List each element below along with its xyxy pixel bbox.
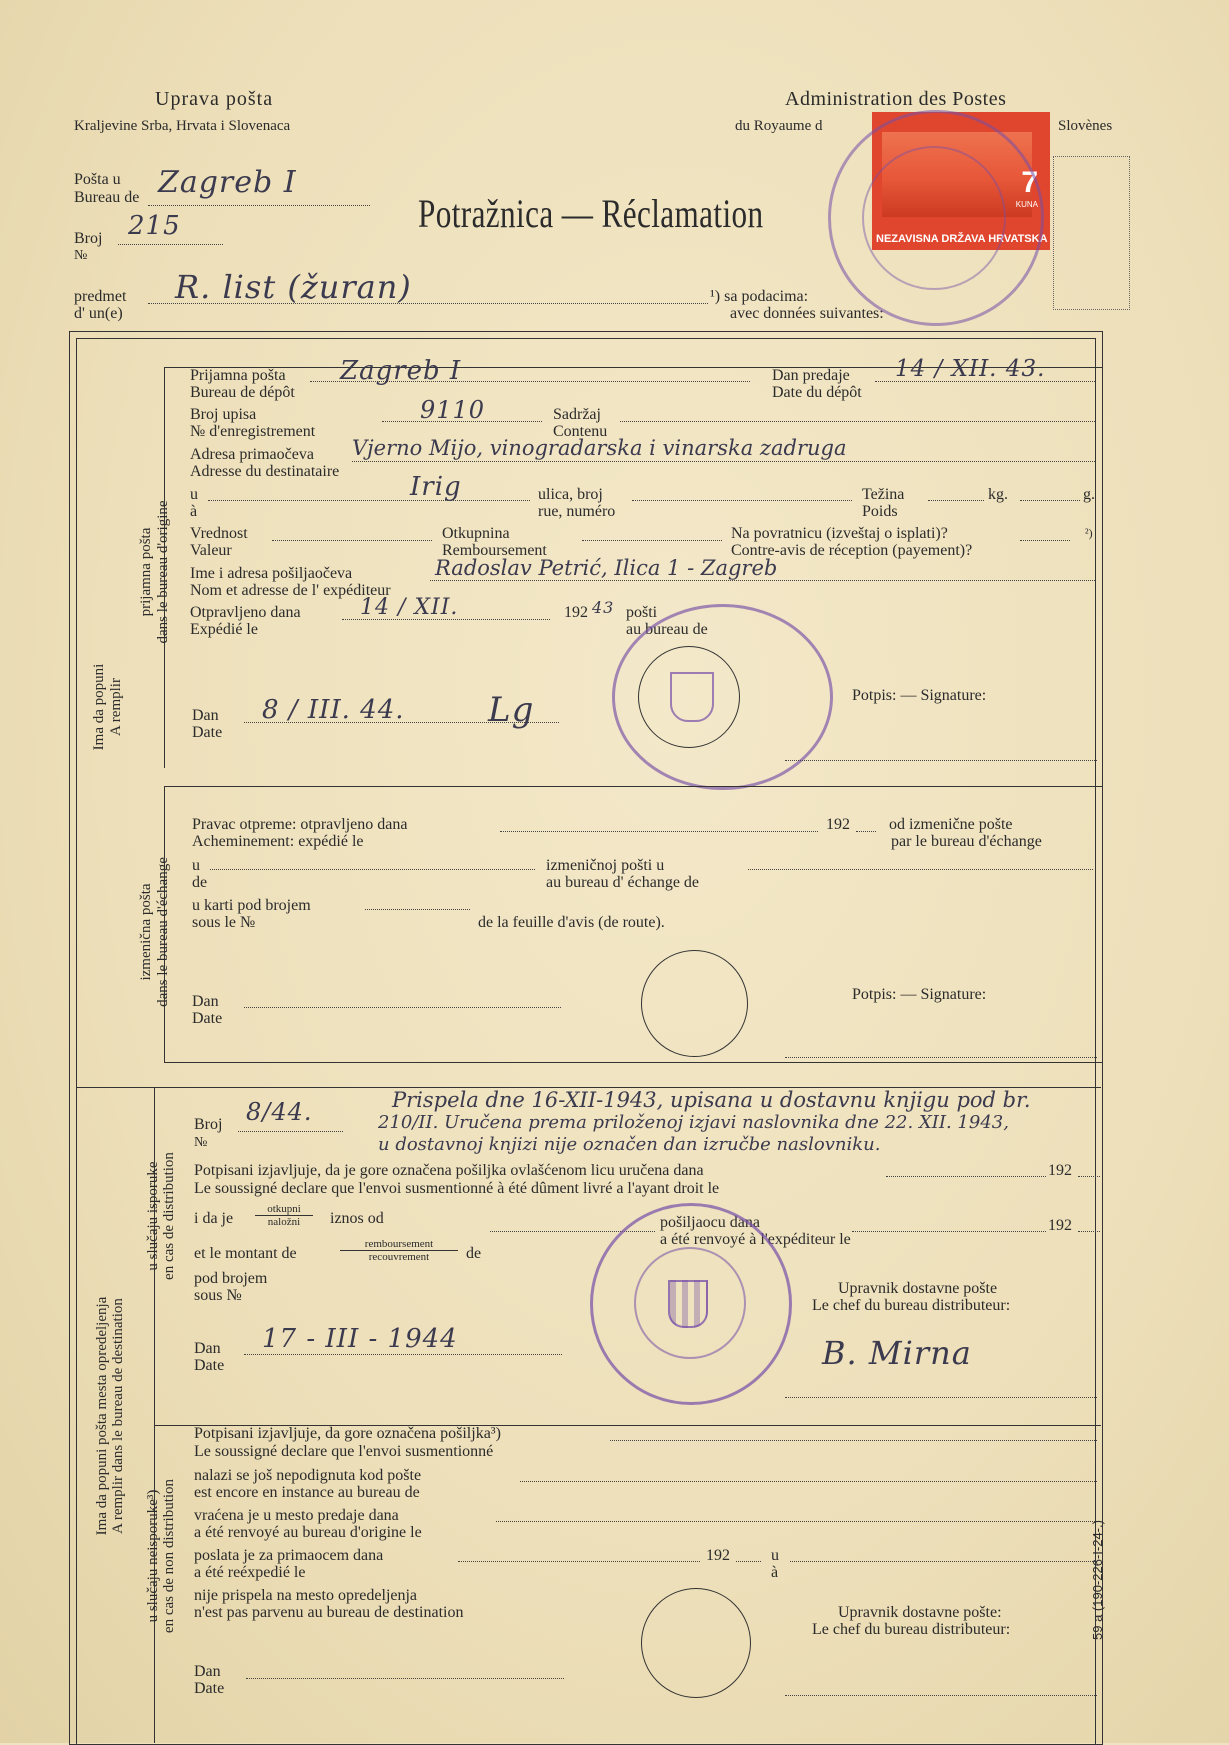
label-soussigne-3: Le soussigné declare que l'envoi susmentionné à été dûment livré a l'ayant droit le <box>194 1180 720 1197</box>
label-feuille: de la feuille d'avis (de route). <box>478 914 665 931</box>
label-pod-brojem: pod brojem <box>194 1270 268 1287</box>
hw-note-2: 210/II. Uručena prema priloženoj izjavi naslovnika dne 22. XII. 1943, <box>378 1112 1009 1133</box>
field-year-2 <box>856 831 876 832</box>
label-broj: Broj <box>74 230 103 247</box>
label-chef-3: Le chef du bureau distributeur: <box>812 1297 1011 1314</box>
field-vracena <box>496 1521 1097 1522</box>
section1-side-label <box>138 402 172 742</box>
label-upravnik-4: Upravnik dostavne pošte: <box>838 1604 1002 1621</box>
coat-of-arms-icon <box>668 1280 708 1328</box>
hw-note-1: Prispela dne 16-XII-1943, upisana u dostavnu knjigu pod br. <box>392 1088 1031 1112</box>
hw-dan-1: 8 / III. 44. <box>262 695 405 725</box>
label-sous-le: sous le № <box>192 914 256 931</box>
label-soussigne-4: Le soussigné declare que l'envoi susmentionné <box>194 1443 494 1460</box>
label-dan-4: Dan <box>194 1663 221 1680</box>
header-right-subtitle-a: du Royaume d <box>735 118 823 134</box>
label-expedie: Expédié le <box>190 621 258 638</box>
hw-signature-1: Lg <box>488 690 535 730</box>
field-potpis-1 <box>785 760 1097 761</box>
field-posiljaocu <box>852 1231 1046 1232</box>
label-nom: Nom et adresse de l' expéditeur <box>190 582 391 599</box>
field-ime <box>430 580 1095 581</box>
label-year-2: 192 <box>826 816 850 833</box>
label-year-3: 192 <box>1048 1162 1072 1179</box>
fraction-remb-recouv <box>340 1238 458 1263</box>
stamp-unit: KUNA <box>1015 200 1038 209</box>
postmark-top-inner <box>862 146 1006 290</box>
hw-posta: Zagreb I <box>158 165 297 200</box>
header-left-subtitle: Kraljevine Srba, Hrvata i Slovenaca <box>74 118 291 134</box>
header-left-title: Uprava pošta <box>155 88 274 110</box>
dotted-box-top-right <box>1053 156 1130 310</box>
field-potpisani-3 <box>886 1176 1046 1177</box>
label-predmet: predmet <box>74 288 127 305</box>
field-potpisani-4 <box>610 1440 1097 1441</box>
label-de-3: de <box>466 1245 482 1262</box>
field-vrednost <box>272 540 432 541</box>
stamp-country: NEZAVISNA DRŽAVA HRVATSKA <box>876 233 1048 245</box>
label-date-2: Date <box>192 1010 223 1027</box>
hw-year-otp: 43 <box>592 598 615 617</box>
label-poids: Poids <box>862 503 898 520</box>
hw-ime: Radoslav Petrić, Ilica 1 - Zagreb <box>435 556 778 580</box>
field-adresa <box>352 461 1095 462</box>
label-a: à <box>190 503 198 520</box>
label-remboursement: Remboursement <box>442 542 547 559</box>
label-od-izm: od izmenične pošte <box>889 816 1013 833</box>
section3-side-d: en cas de distribution <box>161 1152 177 1280</box>
label-potpis-1: Potpis: — Signature: <box>852 687 987 704</box>
label-parvenu: n'est pas parvenu au bureau de destination <box>194 1604 464 1621</box>
label-valeur: Valeur <box>190 542 232 559</box>
section2-side-b: dans le bureau d'échange <box>155 857 171 1007</box>
hw-predmet: R. list (žuran) <box>175 268 412 306</box>
label-kg: kg. <box>988 486 1008 503</box>
label-u-2: u <box>192 857 200 874</box>
label-broj-upisa: Broj upisa <box>190 406 257 423</box>
field-line-posta <box>148 205 370 206</box>
label-date-depot: Date du dépôt <box>772 384 862 401</box>
section3-side-b: A remplir dans le bureau de destination <box>110 1298 126 1534</box>
field-g <box>1020 500 1080 501</box>
label-iznos-od: iznos od <box>330 1210 384 1227</box>
label-year-otp: 192 <box>564 604 588 621</box>
label-no-enreg: № d'enregistrement <box>190 423 316 440</box>
section1-side-a: prijamna pošta <box>138 527 154 617</box>
label-sadrzaj: Sadržaj <box>553 406 601 423</box>
label-otkupnina: Otkupnina <box>442 525 510 542</box>
coat-of-arms-icon <box>670 672 714 722</box>
label-g: g. <box>1083 486 1095 503</box>
label-otpravljeno: Otpravljeno dana <box>190 604 301 621</box>
field-povratnica <box>1020 540 1070 541</box>
label-rue: rue, numéro <box>538 503 616 520</box>
label-renvoyee: a été renvoyé au bureau d'origine le <box>194 1524 422 1541</box>
label-adresse: Adresse du destinataire <box>190 463 340 480</box>
field-u <box>208 500 530 501</box>
label-au-bureau: au bureau de <box>626 621 708 638</box>
field-pravac <box>500 831 818 832</box>
hw-adresa: Vjerno Mijo, vinogradarska i vinarska zadruga <box>352 436 847 460</box>
label-pravac: Pravac otpreme: otpravljeno dana <box>192 816 408 833</box>
label-vracena: vraćena je u mesto predaje dana <box>194 1507 399 1524</box>
field-izm-posti <box>748 869 1093 870</box>
hw-note-3: u dostavnoj knjizi nije označen dan izručbe naslovniku. <box>378 1134 881 1155</box>
label-nalazi: nalazi se još nepodignuta kod pošte <box>194 1467 422 1484</box>
hw-dan-predaje: 14 / XII. 43. <box>895 356 1046 382</box>
label-contenu: Contenu <box>553 423 608 440</box>
hw-broj-3: 8/44. <box>246 1098 313 1126</box>
section4-side-d: en cas de non distribution <box>161 1478 177 1634</box>
label-au-bureau-echange: au bureau d' échange de <box>546 874 700 891</box>
hw-prijamna: Zagreb I <box>340 356 462 386</box>
label-a-4: à <box>771 1564 779 1581</box>
label-year-3b: 192 <box>1048 1217 1072 1234</box>
section2-top-border <box>164 786 1102 787</box>
label-tezina: Težina <box>862 486 905 503</box>
field-dan-3 <box>244 1354 562 1355</box>
label-reexpedie: a été reéxpedié le <box>194 1564 306 1581</box>
label-acheminement: Acheminement: expédié le <box>192 833 364 850</box>
label-remb: remboursement <box>340 1238 458 1251</box>
label-potpisani-3: Potpisani izjavljuje, da je gore označena pošiljka ovlašćenom licu uručena dana <box>194 1162 704 1179</box>
label-u-4: u <box>771 1547 779 1564</box>
label-montant: et le montant de <box>194 1245 297 1262</box>
field-dan-2 <box>244 1007 561 1008</box>
field-kg <box>928 500 984 501</box>
form-title: Potražnica — Réclamation <box>418 191 764 236</box>
field-year-3 <box>1078 1176 1100 1177</box>
label-upravnik-3: Upravnik dostavne pošte <box>838 1280 998 1297</box>
label-posti: pošti <box>626 604 658 621</box>
label-year-4: 192 <box>706 1547 730 1564</box>
label-dan-3: Dan <box>194 1340 221 1357</box>
label-sa-podacima: ¹) sa podacima: <box>710 288 809 305</box>
label-instance: est encore en instance au bureau de <box>194 1484 420 1501</box>
label-posiljaocu: pošiljaocu dana <box>660 1214 760 1231</box>
hw-broj-upisa: 9110 <box>420 396 486 424</box>
field-year-4 <box>736 1561 761 1562</box>
label-potpis-2: Potpis: — Signature: <box>852 986 987 1003</box>
date-stamp-circle-2 <box>641 950 748 1057</box>
section4-side-label <box>145 1406 177 1706</box>
section3-side-label <box>145 1066 177 1366</box>
field-signature-4 <box>785 1695 1097 1696</box>
field-year-3b <box>1078 1231 1100 1232</box>
fraction-otkupni-nalozni <box>255 1203 313 1228</box>
section34-side-label <box>94 1196 126 1636</box>
section1-side-b: dans le bureau d'origine <box>155 500 171 644</box>
field-sadrzaj <box>620 421 1095 422</box>
label-izm-posti: izmeničnoj pošti u <box>546 857 665 874</box>
label-ime: Ime i adresa pošiljaočeva <box>190 565 353 582</box>
label-avec-donnees: avec données suivantes: <box>730 305 884 322</box>
field-nalazi <box>520 1481 1097 1482</box>
field-ulica <box>632 500 852 501</box>
label-otkupni: otkupni <box>255 1203 313 1216</box>
hw-broj: 215 <box>128 211 181 241</box>
label-nalozni: naložni <box>267 1216 301 1228</box>
section2-side-label <box>138 762 172 1102</box>
label-bureau-depot: Bureau de dépôt <box>190 384 295 401</box>
label-de-2: de <box>192 874 208 891</box>
label-renvoye: a été renvoyé à l'expéditeur le <box>660 1231 851 1248</box>
hw-dan-3: 17 - III - 1944 <box>262 1324 458 1354</box>
label-potpisani-4: Potpisani izjavljuje, da gore označena pošiljka³) <box>194 1425 501 1442</box>
field-poslata <box>458 1561 700 1562</box>
header-right-subtitle-b: Slovènes <box>1058 118 1113 134</box>
label-dan-predaje: Dan predaje <box>772 367 850 384</box>
label-broj-3: Broj <box>194 1116 223 1133</box>
label-date-4: Date <box>194 1680 225 1697</box>
label-bureau-de: Bureau de <box>74 189 140 206</box>
label-i-da-je: i da je <box>194 1210 234 1227</box>
field-u-4 <box>790 1561 1097 1562</box>
field-u-2 <box>210 869 535 870</box>
label-contre-avis: Contre-avis de réception (payement)? <box>731 542 973 559</box>
section2-bottom-border <box>164 1062 1102 1063</box>
field-potpis-2 <box>785 1057 1097 1058</box>
label-no: № <box>74 248 88 263</box>
label-dan-2: Dan <box>192 993 219 1010</box>
label-sous-no: sous № <box>194 1287 242 1304</box>
field-line-broj <box>118 244 223 245</box>
date-stamp-circle-4 <box>641 1588 751 1698</box>
label-posta-u: Pošta u <box>74 171 121 188</box>
label-u-karti: u karti pod brojem <box>192 897 311 914</box>
field-u-karti <box>365 909 470 910</box>
hw-u: Irig <box>410 472 462 502</box>
label-note2: ²) <box>1085 526 1093 540</box>
label-recouv: recouvrement <box>368 1251 430 1263</box>
label-date-3: Date <box>194 1357 225 1374</box>
field-signature-3 <box>785 1397 1097 1398</box>
section3-side-a: Ima da popuni pošta mesta opredeljenja <box>94 1296 110 1536</box>
hw-otpravljeno: 14 / XII. <box>360 595 459 620</box>
label-vrednost: Vrednost <box>190 525 248 542</box>
field-dan-4 <box>246 1678 564 1679</box>
label-nije: nije prispela na mesto opredeljenja <box>194 1587 418 1604</box>
label-par-bureau: par le bureau d'échange <box>891 833 1042 850</box>
hw-signature-3: B. Mirna <box>822 1334 972 1372</box>
header-right-title: Administration des Postes <box>785 88 1007 110</box>
label-poslata: poslata je za primaocem dana <box>194 1547 384 1564</box>
label-d-une: d' un(e) <box>74 305 123 322</box>
side-label-section12: Ima da popuni A remplir <box>91 663 124 751</box>
field-broj-3 <box>238 1131 343 1132</box>
label-ulica: ulica, broj <box>538 486 603 503</box>
label-chef-4: Le chef du bureau distributeur: <box>812 1621 1011 1638</box>
label-prijamna: Prijamna pošta <box>190 367 286 384</box>
section4-side-c: u slučaju neisporuke³) <box>145 1489 161 1623</box>
field-otkupnina <box>582 540 722 541</box>
section3-side-c: u slučaju isporuke <box>145 1161 161 1271</box>
label-dan-1: Dan <box>192 707 219 724</box>
label-adresa: Adresa primaočeva <box>190 446 314 463</box>
section2-side-a: izmenična pošta <box>138 883 154 981</box>
label-u: u <box>190 486 198 503</box>
stamp-value: 7 <box>1021 166 1038 199</box>
label-no-3: № <box>194 1135 208 1150</box>
print-code: 59 a (190-226-I-24-.) <box>1090 1520 1105 1640</box>
label-povratnica: Na povratnicu (izveštaj o isplati)? <box>731 525 948 542</box>
label-date-1: Date <box>192 724 223 741</box>
